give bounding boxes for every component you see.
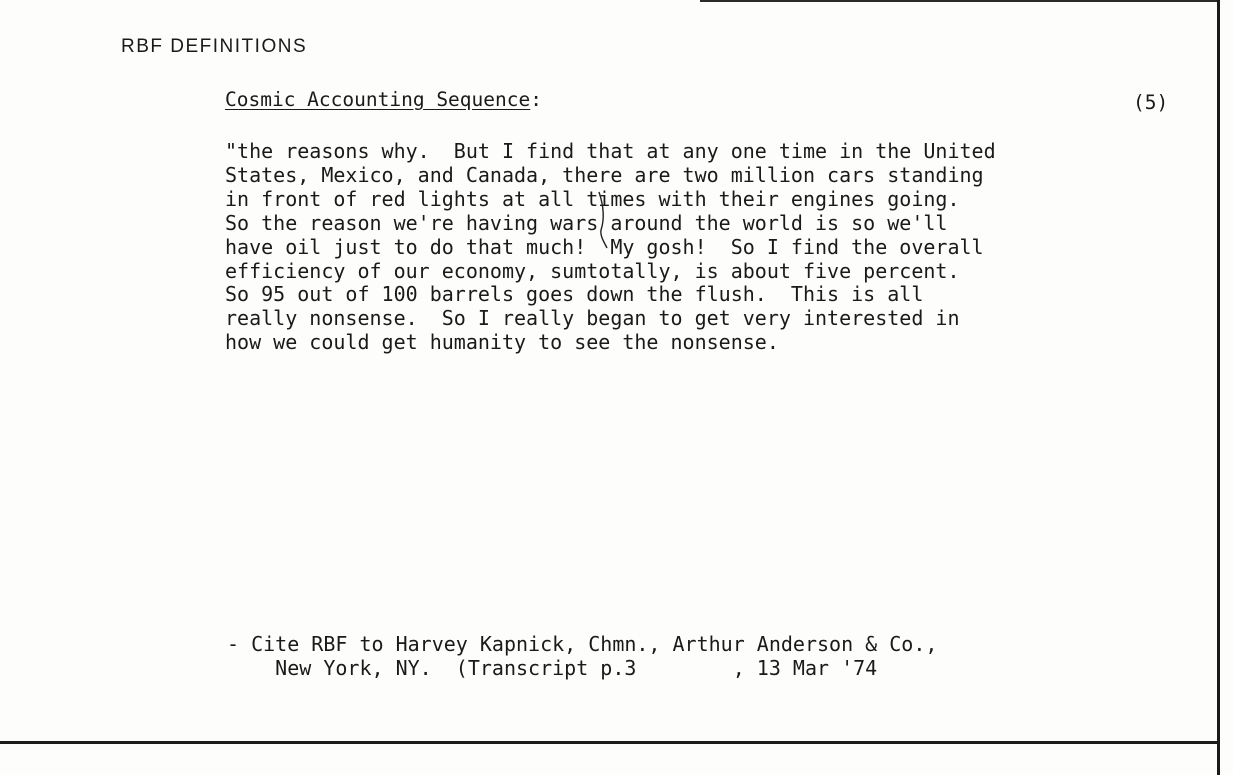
- entry-title: [225, 88, 542, 111]
- card-header: RBF DEFINITIONS: [121, 36, 308, 57]
- quote-line: really nonsense. So I really began to get very interested in: [225, 306, 960, 331]
- card-bottom-edge: [0, 741, 1220, 744]
- citation-line: - Cite RBF to Harvey Kapnick, Chmn., Arthur Anderson & Co.,: [227, 632, 938, 656]
- quote-line: in front of red lights at all times with their engines going.: [225, 186, 960, 211]
- quote-line: have oil just to do that much! My gosh! So I find the overall: [225, 234, 984, 259]
- entry-number: (5): [1133, 91, 1169, 114]
- card-top-edge: [700, 0, 1220, 2]
- quote-line: So the reason we're having wars around the world is so we'll: [225, 210, 948, 235]
- handwritten-mark: [595, 190, 615, 250]
- quote-line: So 95 out of 100 barrels goes down the flush. This is all: [225, 282, 924, 307]
- citation-line: New York, NY. (Transcript p.3 , 13 Mar '74: [227, 656, 878, 680]
- card-right-edge: [1217, 0, 1220, 775]
- quote-line: how we could get humanity to see the nonsense.: [225, 330, 779, 355]
- quote-line: States, Mexico, and Canada, there are two million cars standing: [225, 162, 984, 187]
- entry-title-text: Cosmic Accounting Sequence: [225, 88, 531, 111]
- citation: [227, 632, 937, 680]
- quote-line: "the reasons why. But I find that at any one time in the United: [225, 139, 996, 163]
- quote-line: efficiency of our economy, sumtotally, is about five percent.: [225, 258, 960, 283]
- entry-title-colon: :: [530, 88, 542, 111]
